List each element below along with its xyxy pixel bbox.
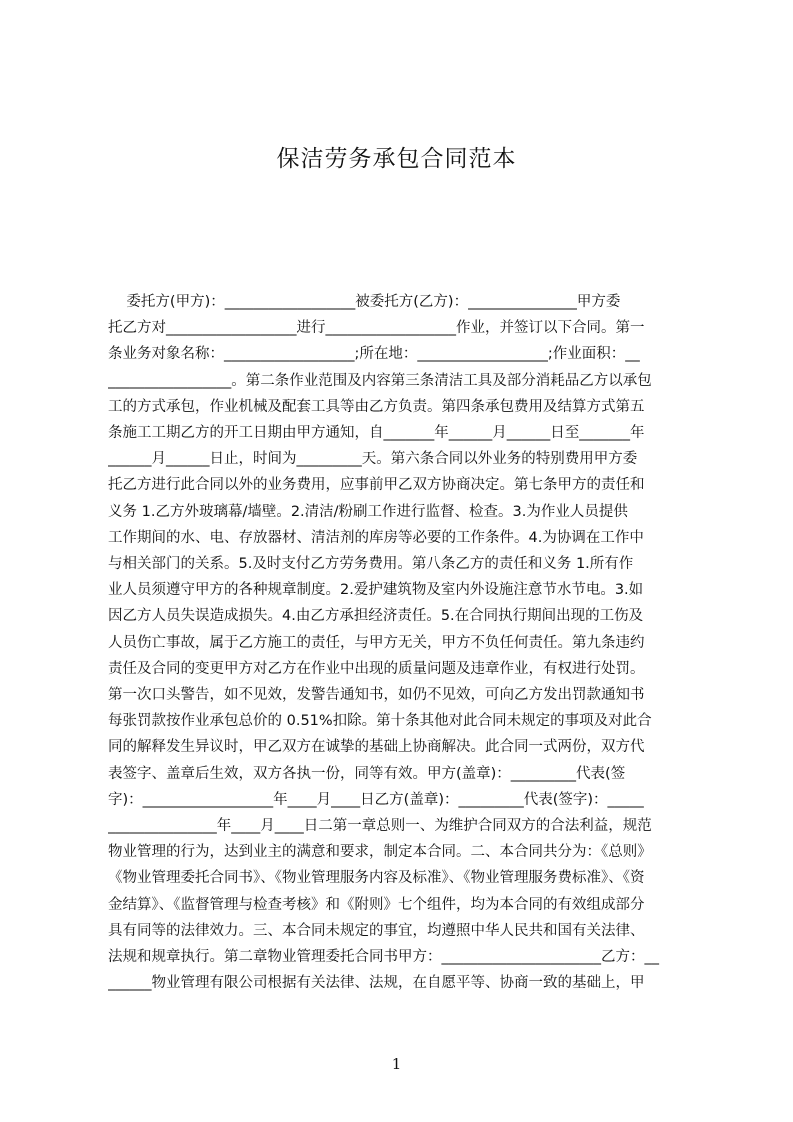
body-line: 条业务对象名称：__________________;所在地：__________________;作业面积：__ xyxy=(108,346,640,363)
body-line: 人员伤亡事故，属于乙方施工的责任，与甲方无关，甲方不负任何责任。第九条违约 xyxy=(108,634,645,651)
body-line: 表签字、盖章后生效，双方各执一份，同等有效。甲方(盖章)：_________代表(签 xyxy=(108,765,626,782)
body-line: 因乙方人员失误造成损失。4.由乙方承担经济责任。5.在合同执行期间出现的工伤及 xyxy=(108,608,644,625)
body-line: 义务 1.乙方外玻璃幕/墙壁。2.清洁/粉刷工作进行监督、检查。3.为作业人员提供 xyxy=(108,503,628,520)
body-line: 金结算》、《监督管理与检查考核》和《附则》七个组件，均为本合同的有效组成部分 xyxy=(108,896,645,913)
body-line: 物业管理的行为，达到业主的满意和要求，制定本合同。二、本合同共分为：《总则》 xyxy=(108,844,652,861)
body-line: 责任及合同的变更甲方对乙方在作业中出现的质量问题及违章作业，有权进行处罚。 xyxy=(108,660,645,677)
body-line: 具有同等的法律效力。三、本合同未规定的事宜，均遵照中华人民共和国有关法律、 xyxy=(108,922,645,939)
body-line: _______________年____月____日二第一章总则一、为维护合同双方的合法利益，规范 xyxy=(108,818,652,834)
body-line: 委托方(甲方)：__________________被委托方(乙方)：_______________甲方委 xyxy=(108,294,621,310)
body-line: 第一次口头警告，如不见效，发警告通知书，如仍不见效，可向乙方发出罚款通知书 xyxy=(108,687,645,703)
body-line: 工作期间的水、电、存放器材、清洁剂的库房等必要的工作条件。4.为协调在工作中 xyxy=(108,529,644,546)
body-line: 法规和规章执行。第二章物业管理委托合同书甲方：______________________乙方：__ xyxy=(108,949,659,965)
body-line: 工的方式承包，作业机械及配套工具等由乙方负责。第四条承包费用及结算方式第五 xyxy=(108,398,645,415)
body-line: 同的解释发生异议时，甲乙双方在诚挚的基础上协商解决。此合同一式两份，双方代 xyxy=(108,739,645,756)
body-line: ______物业管理有限公司根据有关法律、法规，在自愿平等、协商一致的基础上，甲 xyxy=(108,975,645,992)
body-line: 托乙方对__________________进行__________________作业，并签订以下合同。第一 xyxy=(108,320,645,337)
page-number: 1 xyxy=(391,1055,402,1073)
body-line: 托乙方进行此合同以外的业务费用，应事前甲乙双方协商决定。第七条甲方的责任和 xyxy=(108,477,645,494)
document-title: 保洁劳务承包合同范本 xyxy=(276,146,517,172)
body-line: 字)：__________________年____月____日乙方(盖章)：_________代表(签字)：_____ xyxy=(108,791,644,808)
body-line: 《物业管理委托合同书》、《物业管理服务内容及标准》、《物业管理服务费标准》、《资 xyxy=(108,870,645,887)
body-line: 条施工工期乙方的开工日期由甲方通知，自_______年______月______日至_______年 xyxy=(108,425,645,441)
body-line: 业人员须遵守甲方的各种规章制度。2.爱护建筑物及室内外设施注意节水节电。3.如 xyxy=(108,582,644,599)
body-line: _________________。第二条作业范围及内容第三条清洁工具及部分消耗品乙方以承包 xyxy=(108,372,652,389)
body-line: 每张罚款按作业承包总价的 0.51%扣除。第十条其他对此合同未规定的事项及对此合 xyxy=(108,713,652,730)
body-line: ______月______日止，时间为_________天。第六条合同以外业务的特别费用甲方委 xyxy=(108,451,638,468)
body-line: 与相关部门的关系。5.及时支付乙方劳务费用。第八条乙方的责任和义务 1.所有作 xyxy=(108,556,634,572)
